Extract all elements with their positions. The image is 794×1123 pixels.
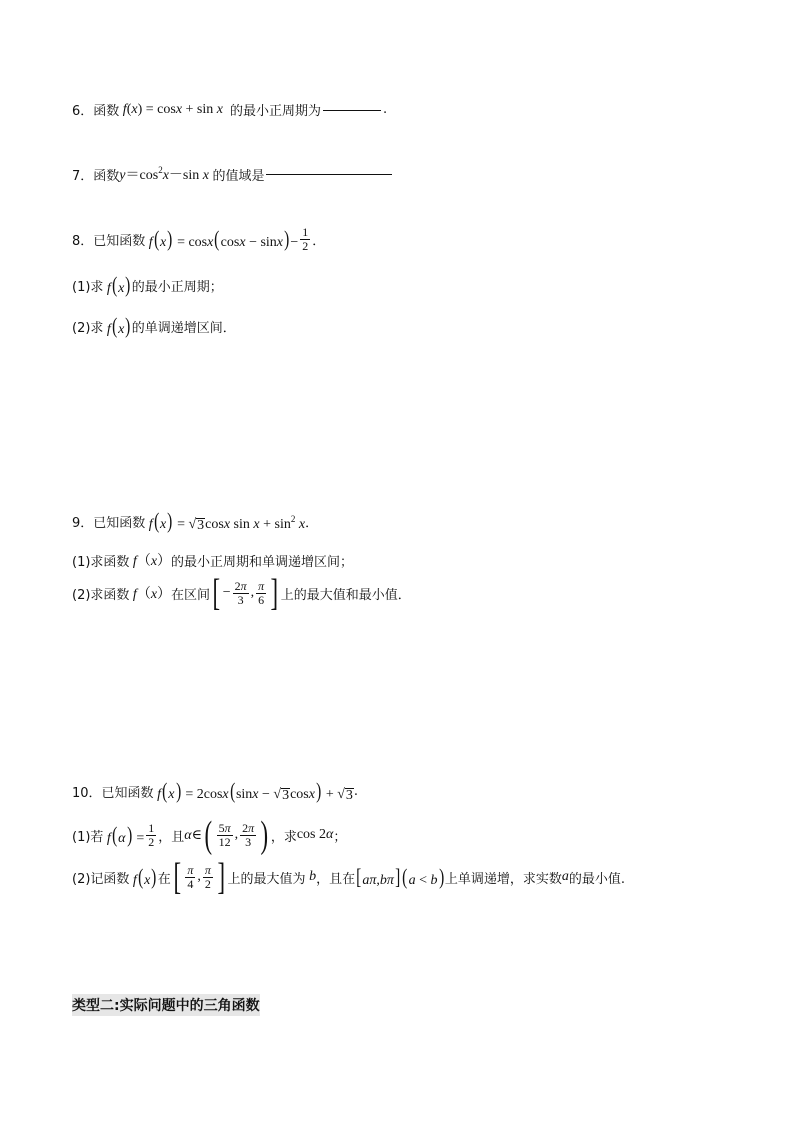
q10-p1-fraction: $\frac{1}{2}$ [148, 820, 155, 849]
q9-formula: f(x) = √ 3 cosx $\sin x + \sin^2 x$ [148, 508, 306, 533]
q10-p1-text: ，且 [158, 829, 185, 845]
q6-end: . [383, 102, 388, 117]
q9-p2-formula: f（x） [132, 587, 172, 602]
q9-end: ． [305, 516, 319, 531]
q9-p1-label: (1)求函数 [72, 554, 130, 570]
q10-p2-text-2: 上的最大值为 [227, 871, 306, 887]
q7-formula: $y=\cos^2x-\sin$ x [119, 165, 209, 183]
question-10 [72, 780, 358, 803]
q9-interval-minus: − [222, 585, 231, 600]
q9-interval-bracket-left: [ [212, 572, 221, 614]
q10-interval-upper: $\frac{2\pi}{3}$ [242, 820, 255, 849]
q10-p2-text-3: ，且在 [316, 871, 356, 887]
q10-interval-paren-right: ) [260, 814, 269, 856]
q7-answer-blank[interactable] [266, 173, 392, 175]
q9-part-2: (2)求函数 f（x） 在区间 [ − $\frac{2\pi}{3}$ , $\frac{\pi}{6}$ ] 上的最大值和最小值． [72, 572, 411, 614]
q8-p1-formula: f(x) [106, 272, 131, 297]
q9-p2-text: 在区间 [171, 587, 211, 603]
q10-p2-interval: [aπ,bπ](a < b) [356, 863, 444, 889]
question-7 [72, 164, 394, 184]
q9-number: 9． [72, 516, 94, 531]
section-heading: 类型二:实际问题中的三角函数 [72, 994, 260, 1016]
q8-part-2 [72, 315, 236, 338]
q9-part-1 [72, 550, 353, 570]
q8-p2-label: (2)求 [72, 321, 104, 336]
q6-formula: f(x) = cosx + sin x [122, 101, 223, 117]
q10-interval-lower: $\frac{5\pi}{12}$ [218, 820, 231, 849]
q8-fraction: $\frac{1}{2}$ [302, 225, 309, 253]
q10-p2-var-a: a [561, 869, 569, 884]
q10-p2-label: (2)记函数 [72, 871, 130, 887]
q10-p1-target: cos 2α [296, 827, 334, 842]
q9-p2-text-2: 上的最大值和最小值． [280, 587, 411, 603]
q10-part-1: (1)若 f(α) = $\frac{1}{2}$ ，且 α∈ ( $\frac{5\pi}{12}$ , $\frac{2\pi}{3}$ ) ，求 cos 2α ； [72, 814, 347, 856]
q10-text: 已知函数 [101, 786, 154, 801]
q10-p1-label: (1)若 [72, 829, 104, 845]
question-6 [72, 100, 387, 119]
q7-text-2: 的值域是 [212, 168, 265, 184]
q9-text: 已知函数 [93, 516, 146, 531]
q8-p2-text: 的单调递增区间． [131, 321, 236, 336]
question-8 [72, 226, 325, 253]
question-9 [72, 510, 318, 533]
q6-text-2: 的最小正周期为 [229, 104, 321, 119]
q6-answer-blank[interactable] [323, 109, 381, 111]
q10-p2-var-b: b [305, 869, 317, 884]
q10-p2-text: 在 [157, 871, 171, 887]
q9-p2-label: (2)求函数 [72, 587, 130, 603]
q10-p2-bracket-right: ] [217, 856, 226, 898]
q8-p1-label: (1)求 [72, 280, 104, 295]
q9-p1-text: 的最小正周期和单调递增区间； [171, 554, 354, 570]
q10-p2-text-5: 的最小值. [568, 871, 625, 887]
q8-formula: f(x) = cosx(cosx − sinx)− [148, 226, 299, 251]
q10-formula: f(x) = 2cosx(sinx − √ 3 cosx) + √ 3 [157, 778, 353, 803]
q9-interval-upper: $\frac{\pi}{6}$ [258, 578, 265, 607]
q10-p1-end: ； [333, 829, 347, 845]
q10-p2-bracket-left: [ [173, 856, 181, 898]
q10-part-2: (2)记函数 f(x) 在 [ $\frac{\pi}{4}$ , $\frac{\pi}{2}$ ] 上的最大值为 b ，且在 [aπ,bπ](a < b) 上单调递增，求实数 a 的最小值. [72, 856, 625, 898]
q10-interval-paren-left: ( [204, 814, 213, 856]
q10-end: . [353, 784, 359, 799]
q8-text: 已知函数 [93, 234, 146, 249]
q6-number: 6． [72, 104, 94, 119]
q8-number: 8． [72, 234, 94, 249]
q10-p2-upper: $\frac{\pi}{2}$ [204, 862, 211, 891]
q8-p1-text: 的最小正周期； [131, 280, 223, 295]
q10-p1-formula: f(α) = [106, 821, 145, 847]
q10-number: 10． [72, 786, 102, 801]
q8-end: ． [312, 234, 326, 249]
q9-p1-formula: f（x） [132, 554, 172, 569]
q9-interval-lower: $\frac{2\pi}{3}$ [234, 578, 247, 607]
q8-part-1 [72, 274, 223, 297]
q8-p2-formula: f(x) [106, 313, 131, 338]
q9-interval-bracket-right: ] [270, 572, 279, 614]
q10-p2-lower: $\frac{\pi}{4}$ [187, 862, 194, 891]
q6-text: 函数 [93, 104, 120, 119]
q10-p1-text-2: ，求 [270, 829, 297, 845]
q7-text: 函数 [93, 168, 120, 184]
q7-number: 7． [72, 168, 94, 184]
q10-p2-formula: f(x) [132, 863, 157, 889]
q10-p2-text-4: 上单调递增，求实数 [444, 871, 562, 887]
